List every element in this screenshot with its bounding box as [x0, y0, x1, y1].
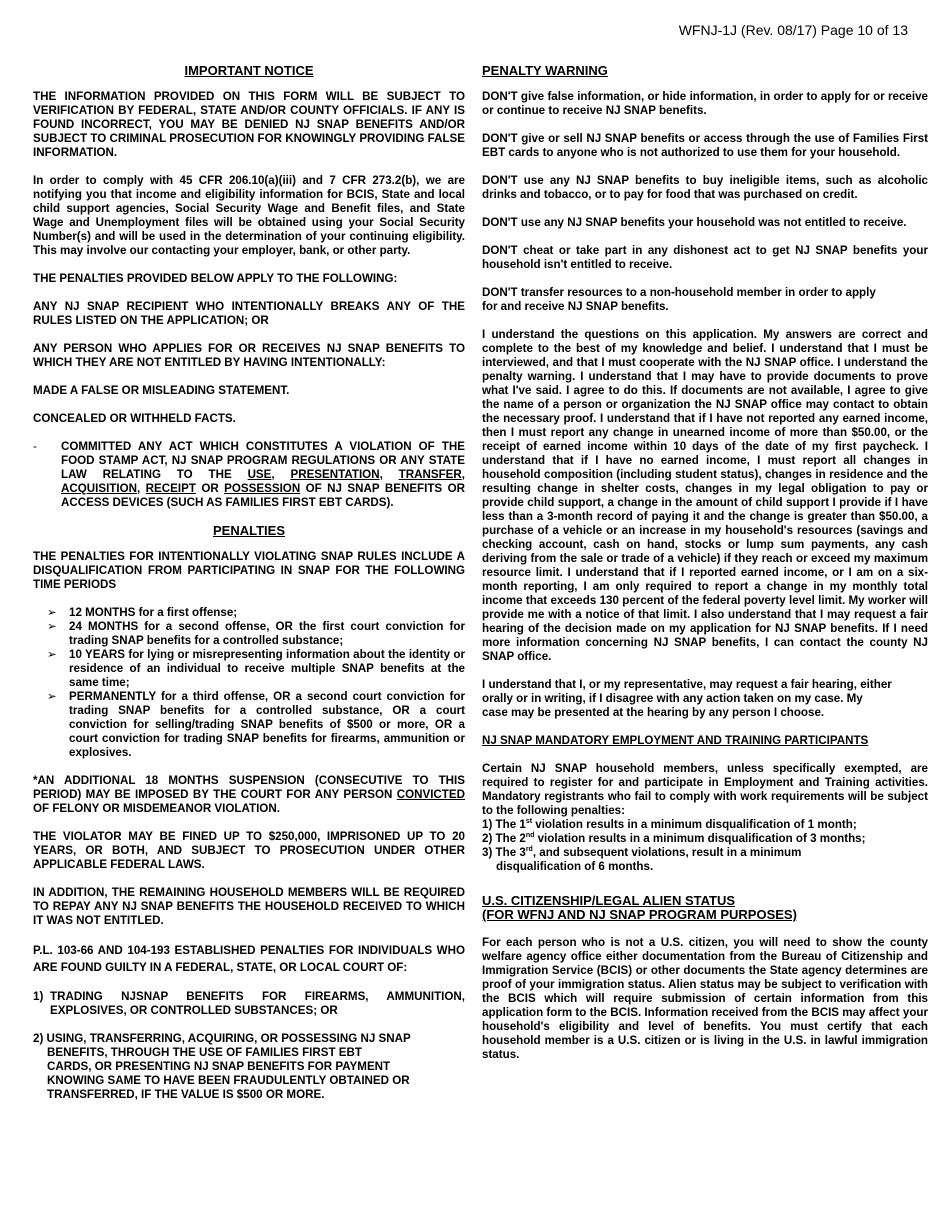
penalty-periods-list	[47, 606, 465, 760]
verification-notice: THE INFORMATION PROVIDED ON THIS FORM WILL BE SUBJECT TO VERIFICATION BY FEDERAL, STATE AND/OR COUNTY OFFICIALS. IF ANY IS FOUND INCORRECT, YOU MAY BE DENIED NJ SNAP BENEFITS AND/OR SUBJECT TO CRIMINAL PROSECUTION FOR KNOWINGLY PROVIDING FALSE INFORMATION.	[33, 90, 465, 159]
suspension-notice: *AN ADDITIONAL 18 MONTHS SUSPENSION (CONSECUTIVE TO THIS PERIOD) MAY BE IMPOSED BY THE COURT FOR ANY PERSON CONVICTED OF FELONY OR MISDEMEANOR VIOLATION.	[33, 774, 465, 815]
dont-item: DON'T cheat or take part in any dishonest act to get NJ SNAP benefits your household isn't entitled to receive.	[482, 244, 928, 271]
committed-act-item	[33, 440, 465, 510]
list-item: 2) The 2nd violation results in a minimum disqualification of 3 months;	[482, 832, 866, 845]
penalties-heading: PENALTIES	[213, 523, 285, 538]
list-item: disqualification of 6 months.	[496, 860, 654, 873]
important-notice-heading: IMPORTANT NOTICE	[184, 63, 314, 78]
offense-item-2: 2) USING, TRANSFERRING, ACQUIRING, OR POSSESSING NJ SNAP BENEFITS, THROUGH THE USE OF FAMILIES FIRST EBT CARDS, OR PRESENTING NJ SNAP BENEFITS FOR PAYMENT KNOWING SAME TO HAVE BEEN FRAUDULENTLY OBTAINED OR TRANSFERRED, IF THE VALUE IS $500 OR MORE.	[33, 1032, 411, 1101]
dont-item: DON'T give or sell NJ SNAP benefits or access through the use of Families First EBT cards to anyone who is not authorized to use them for your household.	[482, 132, 928, 159]
applicant-understanding-paragraph: I understand the questions on this application. My answers are correct and complete to the best of my knowledge and belief. I understand that I must be interviewed, and that I must cooperate with the NJ SNAP office. I understand the penalty warning. I understand that I may have to provide documents to prove what I've said. I agree to do this. If documents are not available, I agree to give the name of a person or organization the NJ SNAP office may contact to obtain the necessary proof. I understand that if I have not reported any earned income, then I must report any change in unearned income of more than $50.00, or the receipt of earned income within 10 days of the date of my first paycheck. I understand that if I have no earned income, I must report all changes in household composition (including student status), changes in residence and the resulting change in shelter costs, changes in my legal obligation to pay or provide child support, a change in the amount of child support I provide if I have less than a 3-month record of paying it and the change is greater than $50.00, a purchase of a vehicle or an increase in my household's resources (savings and checking account, cash on hand, stocks or lump sum payments, any cash deriving from the sale or trade of a vehicle) if they reach or exceed my maximum resource limit. I understand that if I reported earned income, or I am on a six-month reporting, I am only required to report a change in my monthly total income that exceeds 130 percent of the federal poverty level limit. My worker will provide me with a notice of that limit. I also understand that I may request a fair hearing of the decision made on my application for NJ SNAP benefits. If I need more information concerning NJ SNAP benefits, I can contact the county NJ SNAP office.	[482, 328, 928, 663]
arrow-bullet-icon: ➢	[47, 690, 57, 703]
false-statement-item: MADE A FALSE OR MISLEADING STATEMENT.	[33, 384, 290, 397]
employment-training-paragraph: Certain NJ SNAP household members, unless specifically exempted, are required to register for and participate in Employment and Training activities. Mandatory registrants who fail to comply with work requirements will be subject to the following penalties:	[482, 762, 928, 817]
concealed-facts-item: CONCEALED OR WITHHELD FACTS.	[33, 412, 236, 425]
citizenship-subheading: (FOR WFNJ AND NJ SNAP PROGRAM PURPOSES)	[482, 907, 797, 922]
dont-item: DON'T use any NJ SNAP benefits your household was not entitled to receive.	[482, 216, 907, 229]
arrow-bullet-icon: ➢	[47, 648, 57, 661]
citizenship-heading: U.S. CITIZENSHIP/LEGAL ALIEN STATUS	[482, 893, 736, 908]
offense-item-1: 1) TRADING NJSNAP BENEFITS FOR FIREARMS, AMMUNITION, EXPLOSIVES, OR CONTROLLED SUBSTANCES; OR	[33, 990, 465, 1017]
violator-fine-notice: THE VIOLATOR MAY BE FINED UP TO $250,000, IMPRISONED UP TO 20 YEARS, OR BOTH, AND SUBJECT TO PROSECUTION UNDER OTHER APPLICABLE FEDERAL LAWS.	[33, 830, 465, 871]
form-reference: WFNJ-1J (Rev. 08/17) Page 10 of 13	[678, 22, 908, 38]
list-item: 3) The 3rd, and subsequent violations, result in a minimum	[482, 846, 802, 859]
recipient-paragraph: ANY NJ SNAP RECIPIENT WHO INTENTIONALLY BREAKS ANY OF THE RULES LISTED ON THE APPLICATION; OR	[33, 300, 465, 327]
list-item: ➢ 24 MONTHS for a second offense, OR the first court conviction for trading SNAP benefits for a controlled substance;	[47, 620, 465, 647]
violations-list	[482, 818, 928, 874]
list-item: ➢ 12 MONTHS for a first offense;	[47, 606, 238, 619]
dont-item: DON'T give false information, or hide information, in order to apply for or receive or continue to receive NJ SNAP benefits.	[482, 90, 928, 117]
committed-act-text: COMMITTED ANY ACT WHICH CONSTITUTES A VIOLATION OF THE FOOD STAMP ACT, NJ SNAP PROGRAM REGULATIONS OR ANY STATE LAW RELATING TO THE USE, PRESENTATION, TRANSFER, ACQUISITION, RECEIPT OR POSSESSION OF NJ SNAP BENEFITS OR ACCESS DEVICES (SUCH AS FAMILIES FIRST EBT CARDS).	[61, 440, 465, 509]
applicant-paragraph: ANY PERSON WHO APPLIES FOR OR RECEIVES NJ SNAP BENEFITS TO WHICH THEY ARE NOT ENTITLED BY HAVING INTENTIONALLY:	[33, 342, 465, 369]
employment-training-heading: NJ SNAP MANDATORY EMPLOYMENT AND TRAINING PARTICIPANTS	[482, 734, 869, 747]
penalties-apply-text: THE PENALTIES PROVIDED BELOW APPLY TO THE FOLLOWING:	[33, 272, 398, 285]
fair-hearing-paragraph: I understand that I, or my representative, may request a fair hearing, either orally or in writing, if I disagree with any action taken on my case. My case may be presented at the hearing by any person I choose.	[482, 678, 892, 719]
penalty-warning-heading: PENALTY WARNING	[482, 63, 608, 78]
dont-item: DON'T use any NJ SNAP benefits to buy ineligible items, such as alcoholic drinks and tobacco, or to pay for food that was purchased on credit.	[482, 174, 928, 201]
dont-transfer-item: DON'T transfer resources to a non-household member in order to apply for and receive NJ SNAP benefits.	[482, 286, 876, 313]
list-item: 1) The 1st violation results in a minimum disqualification of 1 month;	[482, 818, 857, 831]
left-column	[33, 64, 465, 1116]
penalties-intro: THE PENALTIES FOR INTENTIONALLY VIOLATING SNAP RULES INCLUDE A DISQUALIFICATION FROM PARTICIPATING IN SNAP FOR THE FOLLOWING TIME PERIODS	[33, 550, 465, 591]
arrow-bullet-icon: ➢	[47, 620, 57, 633]
citizenship-paragraph: For each person who is not a U.S. citizen, you will need to show the county welfare agency office either documentation from the Bureau of Citizenship and Immigration Service (BCIS) or other documents the State agency determines are proof of your immigration status. Alien status may be subject to verification with the BCIS which will require submission of certain information from this application form to the BCIS. Information received from the BCIS may affect your household's eligibility and level of benefits. You must certify that each household member is a U.S. citizen or is living in the U.S. in lawful immigration status.	[482, 936, 928, 1061]
arrow-bullet-icon: ➢	[47, 606, 57, 619]
dash-bullet: -	[33, 440, 37, 453]
list-item: ➢ 10 YEARS for lying or misrepresenting information about the identity or residence of an individual to receive multiple SNAP benefits at the same time;	[47, 648, 465, 689]
list-item: ➢ PERMANENTLY for a third offense, OR a second court conviction for trading SNAP benefits for a controlled substance, OR a court conviction for selling/trading SNAP benefits of $500 or more, OR a court conviction for trading SNAP benefits for firearms, ammunition or explosives.	[47, 690, 465, 759]
cfr-compliance-notice: In order to comply with 45 CFR 206.10(a)(iii) and 7 CFR 273.2(b), we are notifying you that income and eligibility information for BCIS, State and local child support agencies, Social Security Wage and Benefit files, and State Wage and Unemployment files will be obtained using your Social Security Number(s) and will be used in the determination of your continuing eligibility. This may involve our contacting your employer, bank, or other party.	[33, 174, 465, 257]
household-repay-notice: IN ADDITION, THE REMAINING HOUSEHOLD MEMBERS WILL BE REQUIRED TO REPAY ANY NJ SNAP BENEFITS THE HOUSEHOLD RECEIVED TO WHICH IT WAS NOT ENTITLED.	[33, 886, 465, 927]
right-column	[482, 64, 928, 1076]
public-law-paragraph: P.L. 103-66 AND 104-193 ESTABLISHED PENALTIES FOR INDIVIDUALS WHO ARE FOUND GUILTY IN A FEDERAL, STATE, OR LOCAL COURT OF:	[33, 944, 465, 974]
